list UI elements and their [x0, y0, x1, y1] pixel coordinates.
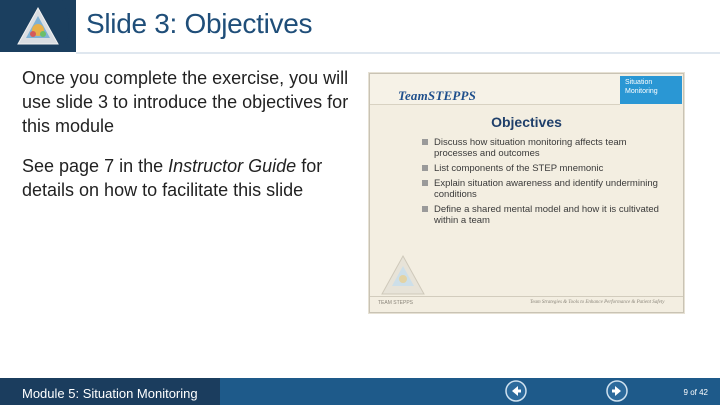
teamstepps-logo: [0, 0, 76, 52]
thumbnail-brand: TeamSTEPPS: [398, 88, 477, 103]
para2-suffix: for details on how to facilitate this slide: [22, 156, 323, 200]
bullet-icon: [422, 165, 428, 171]
next-slide-button[interactable]: [605, 379, 629, 403]
bullet-icon: [422, 206, 428, 212]
page-title: Slide 3: Objectives: [86, 8, 313, 39]
bullet-text: Discuss how situation monitoring affects team processes and outcomes: [434, 137, 627, 159]
footer-bar: [0, 378, 720, 405]
next-arrow-icon: [605, 379, 629, 403]
list-item: [422, 204, 667, 226]
previous-arrow-icon: [504, 379, 528, 403]
bullet-text: List components of the STEP mnemonic: [434, 163, 604, 174]
thumbnail-title: Objectives: [491, 114, 562, 130]
module-label: Module 5: Situation Monitoring: [22, 386, 198, 401]
bullet-icon: [422, 139, 428, 145]
slide-thumbnail: [369, 73, 684, 313]
list-item: [422, 137, 667, 159]
previous-slide-button[interactable]: [504, 379, 528, 403]
instruction-text: [22, 66, 367, 218]
page-indicator: 9 of 42: [683, 388, 708, 397]
bullet-text: Define a shared mental model and how it is cultivated within a team: [434, 204, 659, 226]
title-divider: [76, 52, 720, 54]
para2-prefix: See page 7 in the: [22, 156, 169, 176]
instruction-paragraph-1: Once you complete the exercise, you will use slide 3 to introduce the objectives for this module: [22, 68, 349, 136]
footer-label-block: [0, 378, 220, 405]
thumbnail-bullet-list: [422, 137, 667, 230]
thumbnail-footer-divider: [370, 296, 683, 297]
list-item: [422, 163, 667, 174]
bullet-icon: [422, 180, 428, 186]
list-item: [422, 178, 667, 200]
thumbnail-logo: [380, 254, 426, 301]
instructor-guide-reference: Instructor Guide: [168, 156, 297, 176]
instruction-paragraph-2: [22, 154, 367, 202]
thumbnail-section-label: Situation Monitoring: [620, 76, 682, 104]
bullet-text: Explain situation awareness and identify undermining conditions: [434, 178, 658, 200]
thumbnail-footer-tagline: Team Strategies & Tools to Enhance Performance & Patient Safety: [530, 300, 665, 305]
thumbnail-footer-left: TEAM STEPPS: [378, 300, 414, 306]
